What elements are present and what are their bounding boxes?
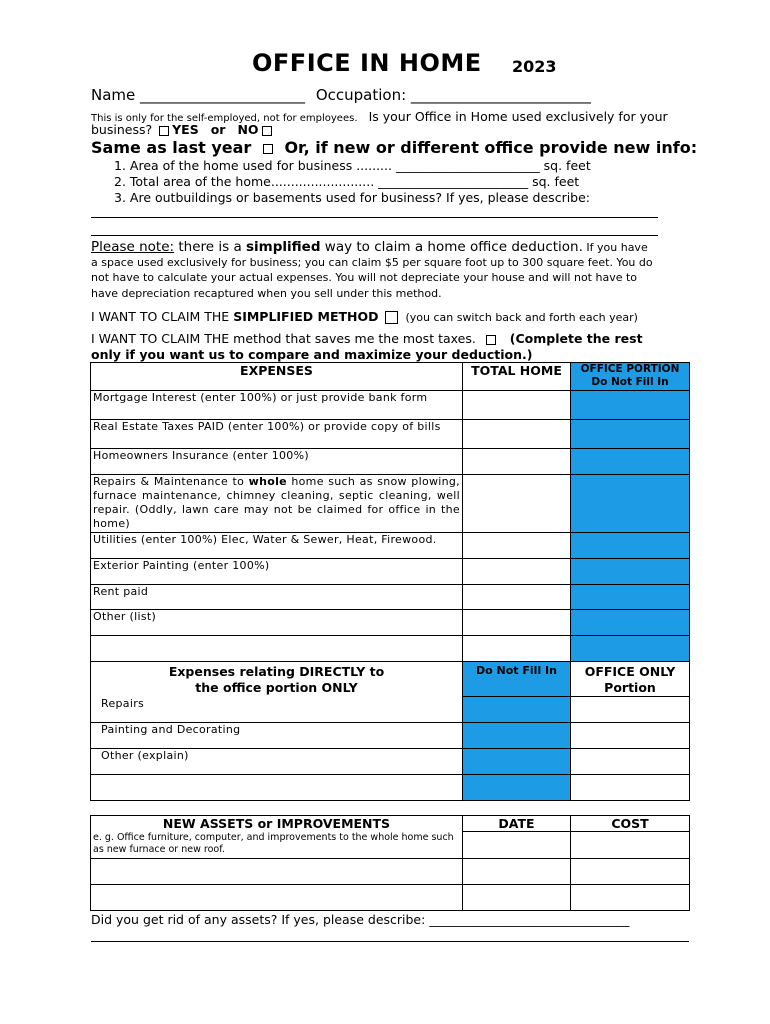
office-only-cell[interactable] bbox=[571, 697, 690, 723]
or-label: or bbox=[210, 122, 226, 137]
date-cell[interactable] bbox=[463, 832, 571, 859]
direct-header-2: the office portion ONLY bbox=[195, 680, 358, 695]
same-checkbox[interactable] bbox=[263, 144, 273, 154]
yes-label: YES bbox=[172, 122, 199, 137]
expense-mortgage: Mortgage Interest (enter 100%) or just provide bank form bbox=[91, 391, 463, 420]
name-line bbox=[91, 86, 591, 104]
note-lead: Please note: bbox=[91, 239, 175, 255]
expense-other: Other (list) bbox=[91, 610, 463, 636]
yes-checkbox[interactable] bbox=[159, 126, 169, 136]
cost-cell[interactable] bbox=[571, 859, 690, 885]
office-cell bbox=[571, 636, 690, 662]
office-cell bbox=[571, 610, 690, 636]
self-employed-note: This is only for the self-employed, not for employees. bbox=[91, 113, 358, 124]
direct-blue-cell bbox=[463, 697, 571, 723]
total-cell[interactable] bbox=[463, 420, 571, 449]
claim-simp-text: I WANT TO CLAIM THE bbox=[91, 309, 234, 324]
total-cell[interactable] bbox=[463, 533, 571, 559]
total-cell[interactable] bbox=[463, 559, 571, 585]
form-title: OFFICE IN HOME bbox=[252, 49, 482, 77]
direct-header bbox=[91, 662, 463, 697]
item-2: 2. Total area of the home.......................... ________________________ sq. feet bbox=[114, 174, 580, 189]
name-label: Name bbox=[91, 86, 136, 104]
disposed-field[interactable]: ________________________________ bbox=[429, 912, 630, 927]
office-only-cell[interactable] bbox=[571, 723, 690, 749]
repairs-text-c: home such as snow plowing, furnace maintenance, chimney cleaning, septic cleaning, well repair. (Oddly, lawn care may not be claimed for office in the home) bbox=[93, 475, 460, 530]
direct-donotfill-header: Do Not Fill In bbox=[463, 662, 571, 697]
claim-simp-note: (you can switch back and forth each year) bbox=[405, 311, 638, 324]
total-home-header: TOTAL HOME bbox=[463, 363, 571, 391]
no-checkbox[interactable] bbox=[262, 126, 272, 136]
date-cell[interactable] bbox=[463, 859, 571, 885]
max-checkbox[interactable] bbox=[486, 335, 496, 345]
expense-utilities: Utilities (enter 100%) Elec, Water & Sewer, Heat, Firewood. bbox=[91, 533, 463, 559]
form-year: 2023 bbox=[512, 57, 557, 76]
office-only-cell[interactable] bbox=[571, 775, 690, 801]
expenses-table bbox=[90, 362, 690, 662]
no-label: NO bbox=[237, 122, 259, 137]
expense-taxes: Real Estate Taxes PAID (enter 100%) or provide copy of bills bbox=[91, 420, 463, 449]
name-field[interactable]: ______________________ bbox=[140, 86, 306, 104]
expense-insurance: Homeowners Insurance (enter 100%) bbox=[91, 449, 463, 475]
office-cell bbox=[571, 475, 690, 533]
direct-other: Other (explain) bbox=[91, 749, 463, 775]
expense-rent: Rent paid bbox=[91, 585, 463, 610]
direct-blue-cell bbox=[463, 775, 571, 801]
total-cell[interactable] bbox=[463, 391, 571, 420]
cost-cell[interactable] bbox=[571, 832, 690, 859]
repairs-text-a: Repairs & Maintenance to bbox=[93, 475, 249, 488]
describe-line-1[interactable] bbox=[91, 217, 658, 218]
office-cell bbox=[571, 420, 690, 449]
office-portion-note: Do Not Fill In bbox=[591, 376, 669, 388]
asset-blank[interactable] bbox=[91, 859, 463, 885]
office-cell bbox=[571, 449, 690, 475]
note-line-3: not have to calculate your actual expenses. You will not depreciate your house and will not have to bbox=[91, 271, 638, 284]
office-cell bbox=[571, 585, 690, 610]
exclusive-answer bbox=[91, 122, 275, 137]
office-only-portion: Portion bbox=[604, 680, 656, 695]
office-portion-title: OFFICE PORTION bbox=[580, 363, 680, 375]
direct-blue-cell bbox=[463, 723, 571, 749]
same-as-last-year bbox=[91, 138, 697, 157]
assets-table bbox=[90, 815, 690, 911]
expense-blank[interactable] bbox=[91, 636, 463, 662]
office-cell bbox=[571, 391, 690, 420]
note-line-1 bbox=[91, 239, 648, 255]
claim-max-2: only if you want us to compare and maximize your deduction.) bbox=[91, 347, 533, 362]
note-text-2: way to claim a home office deduction. bbox=[320, 239, 583, 255]
describe-line-2[interactable] bbox=[91, 235, 658, 236]
total-cell[interactable] bbox=[463, 449, 571, 475]
cost-cell[interactable] bbox=[571, 885, 690, 911]
occupation-label: Occupation: bbox=[315, 86, 407, 104]
cost-header: COST bbox=[571, 816, 690, 832]
assets-description: e. g. Office furniture, computer, and improvements to the whole home such as new furnace or new roof. bbox=[91, 832, 463, 859]
total-cell[interactable] bbox=[463, 585, 571, 610]
exclusive-question-2: business? bbox=[91, 122, 153, 137]
disposed-line-2[interactable] bbox=[91, 941, 689, 942]
asset-blank[interactable] bbox=[91, 885, 463, 911]
expense-repairs bbox=[91, 475, 463, 533]
repairs-whole: whole bbox=[248, 475, 287, 488]
total-cell[interactable] bbox=[463, 475, 571, 533]
date-cell[interactable] bbox=[463, 885, 571, 911]
note-text-1: there is a bbox=[174, 239, 247, 255]
date-header: DATE bbox=[463, 816, 571, 832]
direct-header-1: Expenses relating DIRECTLY to bbox=[168, 664, 385, 679]
office-cell bbox=[571, 559, 690, 585]
expense-exterior-painting: Exterior Painting (enter 100%) bbox=[91, 559, 463, 585]
note-simplified: simplified bbox=[246, 239, 321, 255]
same-label: Same as last year bbox=[91, 138, 252, 157]
claim-simplified bbox=[91, 309, 638, 324]
office-only-title: OFFICE ONLY bbox=[584, 664, 676, 679]
simplified-checkbox[interactable] bbox=[385, 311, 398, 324]
item-1: 1. Area of the home used for business ......... _______________________ sq. feet bbox=[114, 158, 591, 173]
office-only-header bbox=[571, 662, 690, 697]
claim-max-text: I WANT TO CLAIM THE method that saves me the most taxes. bbox=[91, 331, 476, 346]
new-info-label: Or, if new or different office provide new info: bbox=[284, 138, 698, 157]
office-portion-header bbox=[571, 363, 690, 391]
note-line-2: a space used exclusively for business; you can claim $5 per square foot up to 300 square feet. You do bbox=[91, 256, 653, 269]
note-line-4: have depreciation recaptured when you sell under this method. bbox=[91, 287, 442, 300]
direct-painting: Painting and Decorating bbox=[91, 723, 463, 749]
claim-max bbox=[91, 331, 643, 346]
total-cell[interactable] bbox=[463, 610, 571, 636]
direct-repairs: Repairs bbox=[91, 697, 463, 723]
direct-blank[interactable] bbox=[91, 775, 463, 801]
disposed-assets-line bbox=[91, 912, 629, 927]
office-only-cell[interactable] bbox=[571, 749, 690, 775]
item-3: 3. Are outbuildings or basements used for business? If yes, please describe: bbox=[114, 190, 591, 205]
direct-blue-cell bbox=[463, 749, 571, 775]
assets-header: NEW ASSETS or IMPROVEMENTS bbox=[91, 816, 463, 832]
occupation-field[interactable]: ________________________ bbox=[410, 86, 591, 104]
direct-expenses-table bbox=[90, 661, 690, 801]
disposed-question: Did you get rid of any assets? If yes, please describe: bbox=[91, 912, 426, 927]
note-text-3: If you have bbox=[582, 241, 648, 254]
exclusive-question: Is your Office in Home used exclusively for your bbox=[368, 109, 668, 124]
claim-max-bold: (Complete the rest bbox=[509, 331, 643, 346]
claim-simp-bold: SIMPLIFIED METHOD bbox=[233, 309, 379, 324]
office-cell bbox=[571, 533, 690, 559]
total-cell[interactable] bbox=[463, 636, 571, 662]
expenses-header: EXPENSES bbox=[91, 363, 463, 391]
